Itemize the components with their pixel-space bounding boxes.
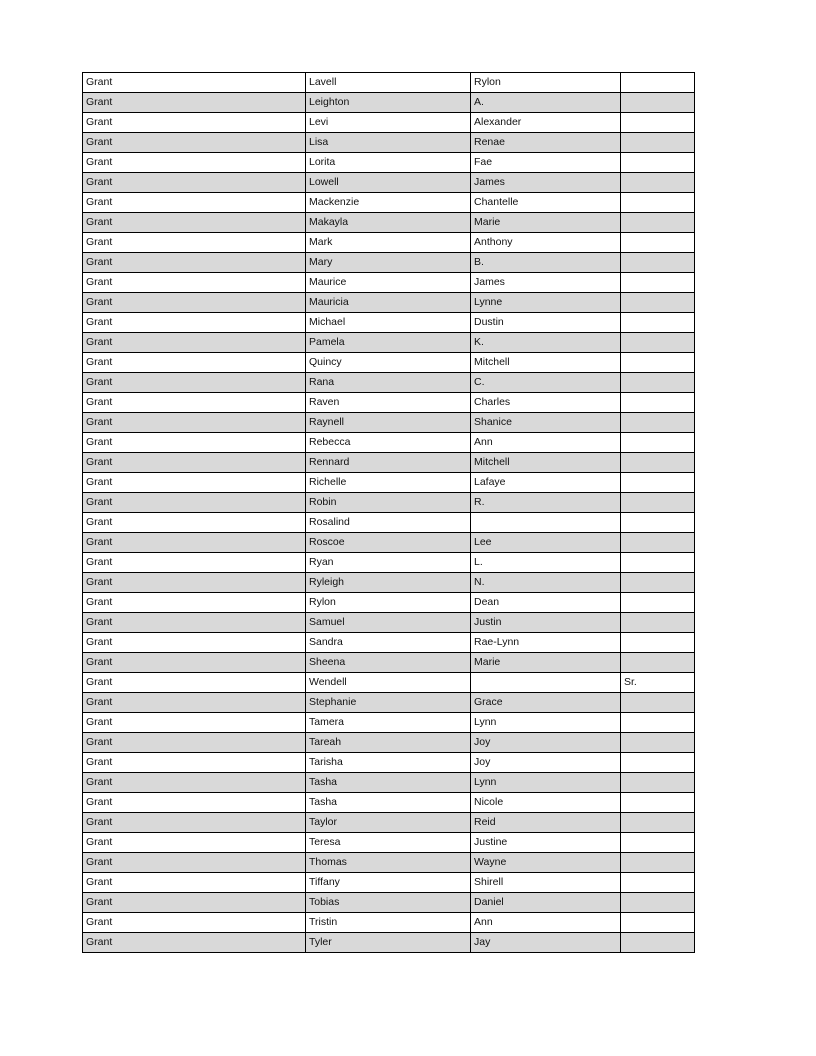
middle-name-cell: Justine (471, 833, 621, 853)
first-name-cell: Leighton (306, 93, 471, 113)
table-row (83, 173, 695, 193)
first-name-cell: Taylor (306, 813, 471, 833)
middle-name-cell: Lynne (471, 293, 621, 313)
suffix-cell (621, 853, 695, 873)
middle-name-cell: Joy (471, 733, 621, 753)
middle-name-cell: Marie (471, 653, 621, 673)
last-name-cell: Grant (83, 633, 306, 653)
last-name-cell: Grant (83, 333, 306, 353)
table-row (83, 493, 695, 513)
suffix-cell (621, 213, 695, 233)
table-row (83, 373, 695, 393)
last-name-cell: Grant (83, 813, 306, 833)
table-row (83, 713, 695, 733)
table-row (83, 813, 695, 833)
first-name-cell: Rylon (306, 593, 471, 613)
suffix-cell: Sr. (621, 673, 695, 693)
last-name-cell: Grant (83, 753, 306, 773)
middle-name-cell: Dean (471, 593, 621, 613)
suffix-cell (621, 573, 695, 593)
last-name-cell: Grant (83, 733, 306, 753)
suffix-cell (621, 773, 695, 793)
first-name-cell: Makayla (306, 213, 471, 233)
middle-name-cell: Lafaye (471, 473, 621, 493)
suffix-cell (621, 93, 695, 113)
first-name-cell: Tamera (306, 713, 471, 733)
table-row (83, 613, 695, 633)
table-row (83, 513, 695, 533)
last-name-cell: Grant (83, 413, 306, 433)
last-name-cell: Grant (83, 573, 306, 593)
middle-name-cell (471, 673, 621, 693)
suffix-cell (621, 253, 695, 273)
middle-name-cell: Justin (471, 613, 621, 633)
middle-name-cell: Marie (471, 213, 621, 233)
middle-name-cell: Daniel (471, 893, 621, 913)
first-name-cell: Sandra (306, 633, 471, 653)
table-row (83, 293, 695, 313)
suffix-cell (621, 933, 695, 953)
last-name-cell: Grant (83, 93, 306, 113)
suffix-cell (621, 913, 695, 933)
last-name-cell: Grant (83, 533, 306, 553)
first-name-cell: Mary (306, 253, 471, 273)
suffix-cell (621, 533, 695, 553)
middle-name-cell: Mitchell (471, 453, 621, 473)
table-row (83, 913, 695, 933)
suffix-cell (621, 293, 695, 313)
middle-name-cell: Charles (471, 393, 621, 413)
middle-name-cell: Rae-Lynn (471, 633, 621, 653)
last-name-cell: Grant (83, 393, 306, 413)
table-row (83, 553, 695, 573)
table-row (83, 193, 695, 213)
last-name-cell: Grant (83, 453, 306, 473)
suffix-cell (621, 353, 695, 373)
table-row (83, 693, 695, 713)
suffix-cell (621, 313, 695, 333)
table-row (83, 433, 695, 453)
last-name-cell: Grant (83, 153, 306, 173)
last-name-cell: Grant (83, 773, 306, 793)
suffix-cell (621, 273, 695, 293)
table-row (83, 253, 695, 273)
table-row (83, 593, 695, 613)
first-name-cell: Sheena (306, 653, 471, 673)
first-name-cell: Ryan (306, 553, 471, 573)
last-name-cell: Grant (83, 833, 306, 853)
first-name-cell: Levi (306, 113, 471, 133)
last-name-cell: Grant (83, 693, 306, 713)
first-name-cell: Tasha (306, 793, 471, 813)
last-name-cell: Grant (83, 493, 306, 513)
suffix-cell (621, 453, 695, 473)
middle-name-cell: Anthony (471, 233, 621, 253)
middle-name-cell: Nicole (471, 793, 621, 813)
first-name-cell: Roscoe (306, 533, 471, 553)
table-row (83, 313, 695, 333)
table-row (83, 733, 695, 753)
first-name-cell: Wendell (306, 673, 471, 693)
suffix-cell (621, 553, 695, 573)
first-name-cell: Tristin (306, 913, 471, 933)
last-name-cell: Grant (83, 673, 306, 693)
last-name-cell: Grant (83, 233, 306, 253)
first-name-cell: Stephanie (306, 693, 471, 713)
middle-name-cell: James (471, 273, 621, 293)
suffix-cell (621, 73, 695, 93)
last-name-cell: Grant (83, 913, 306, 933)
table-row (83, 893, 695, 913)
table-row (83, 653, 695, 673)
table-row (83, 673, 695, 693)
last-name-cell: Grant (83, 273, 306, 293)
middle-name-cell: Renae (471, 133, 621, 153)
last-name-cell: Grant (83, 653, 306, 673)
middle-name-cell: Joy (471, 753, 621, 773)
first-name-cell: Teresa (306, 833, 471, 853)
middle-name-cell: Mitchell (471, 353, 621, 373)
first-name-cell: Ryleigh (306, 573, 471, 593)
middle-name-cell: Shanice (471, 413, 621, 433)
table-row (83, 393, 695, 413)
last-name-cell: Grant (83, 713, 306, 733)
middle-name-cell: James (471, 173, 621, 193)
first-name-cell: Pamela (306, 333, 471, 353)
suffix-cell (621, 413, 695, 433)
name-list-table (82, 72, 695, 953)
first-name-cell: Raven (306, 393, 471, 413)
first-name-cell: Robin (306, 493, 471, 513)
table-row (83, 473, 695, 493)
first-name-cell: Thomas (306, 853, 471, 873)
suffix-cell (621, 393, 695, 413)
last-name-cell: Grant (83, 193, 306, 213)
last-name-cell: Grant (83, 373, 306, 393)
table-row (83, 873, 695, 893)
middle-name-cell: A. (471, 93, 621, 113)
middle-name-cell: K. (471, 333, 621, 353)
suffix-cell (621, 333, 695, 353)
table-row (83, 93, 695, 113)
last-name-cell: Grant (83, 853, 306, 873)
suffix-cell (621, 793, 695, 813)
suffix-cell (621, 433, 695, 453)
middle-name-cell: L. (471, 553, 621, 573)
middle-name-cell: Fae (471, 153, 621, 173)
last-name-cell: Grant (83, 553, 306, 573)
table-row (83, 533, 695, 553)
first-name-cell: Lowell (306, 173, 471, 193)
suffix-cell (621, 693, 695, 713)
suffix-cell (621, 873, 695, 893)
last-name-cell: Grant (83, 113, 306, 133)
suffix-cell (621, 193, 695, 213)
first-name-cell: Mauricia (306, 293, 471, 313)
suffix-cell (621, 733, 695, 753)
middle-name-cell: N. (471, 573, 621, 593)
last-name-cell: Grant (83, 353, 306, 373)
table-row (83, 353, 695, 373)
suffix-cell (621, 633, 695, 653)
table-row (83, 853, 695, 873)
last-name-cell: Grant (83, 873, 306, 893)
last-name-cell: Grant (83, 213, 306, 233)
first-name-cell: Lavell (306, 73, 471, 93)
suffix-cell (621, 713, 695, 733)
first-name-cell: Tiffany (306, 873, 471, 893)
last-name-cell: Grant (83, 933, 306, 953)
table-row (83, 753, 695, 773)
suffix-cell (621, 153, 695, 173)
middle-name-cell: Shirell (471, 873, 621, 893)
last-name-cell: Grant (83, 313, 306, 333)
suffix-cell (621, 613, 695, 633)
table-row (83, 73, 695, 93)
table-row (83, 633, 695, 653)
first-name-cell: Rennard (306, 453, 471, 473)
first-name-cell: Maurice (306, 273, 471, 293)
last-name-cell: Grant (83, 433, 306, 453)
first-name-cell: Rosalind (306, 513, 471, 533)
table-row (83, 273, 695, 293)
first-name-cell: Richelle (306, 473, 471, 493)
suffix-cell (621, 893, 695, 913)
middle-name-cell: Lynn (471, 773, 621, 793)
last-name-cell: Grant (83, 133, 306, 153)
table-row (83, 933, 695, 953)
middle-name-cell (471, 513, 621, 533)
middle-name-cell: Reid (471, 813, 621, 833)
last-name-cell: Grant (83, 473, 306, 493)
suffix-cell (621, 373, 695, 393)
name-list-body (83, 73, 695, 953)
middle-name-cell: Ann (471, 433, 621, 453)
suffix-cell (621, 173, 695, 193)
middle-name-cell: Lee (471, 533, 621, 553)
middle-name-cell: Dustin (471, 313, 621, 333)
suffix-cell (621, 833, 695, 853)
table-row (83, 833, 695, 853)
first-name-cell: Tareah (306, 733, 471, 753)
table-row (83, 453, 695, 473)
middle-name-cell: Chantelle (471, 193, 621, 213)
middle-name-cell: Alexander (471, 113, 621, 133)
last-name-cell: Grant (83, 593, 306, 613)
table-row (83, 133, 695, 153)
last-name-cell: Grant (83, 793, 306, 813)
middle-name-cell: Wayne (471, 853, 621, 873)
first-name-cell: Mark (306, 233, 471, 253)
last-name-cell: Grant (83, 293, 306, 313)
suffix-cell (621, 753, 695, 773)
table-row (83, 793, 695, 813)
first-name-cell: Lorita (306, 153, 471, 173)
table-row (83, 113, 695, 133)
table-row (83, 413, 695, 433)
first-name-cell: Mackenzie (306, 193, 471, 213)
middle-name-cell: C. (471, 373, 621, 393)
last-name-cell: Grant (83, 253, 306, 273)
middle-name-cell: Grace (471, 693, 621, 713)
middle-name-cell: Rylon (471, 73, 621, 93)
first-name-cell: Tarisha (306, 753, 471, 773)
table-row (83, 773, 695, 793)
middle-name-cell: B. (471, 253, 621, 273)
suffix-cell (621, 593, 695, 613)
suffix-cell (621, 113, 695, 133)
table-row (83, 573, 695, 593)
table-row (83, 233, 695, 253)
middle-name-cell: Ann (471, 913, 621, 933)
table-row (83, 213, 695, 233)
first-name-cell: Quincy (306, 353, 471, 373)
suffix-cell (621, 493, 695, 513)
suffix-cell (621, 513, 695, 533)
first-name-cell: Michael (306, 313, 471, 333)
last-name-cell: Grant (83, 513, 306, 533)
first-name-cell: Tobias (306, 893, 471, 913)
suffix-cell (621, 233, 695, 253)
suffix-cell (621, 653, 695, 673)
middle-name-cell: R. (471, 493, 621, 513)
last-name-cell: Grant (83, 73, 306, 93)
first-name-cell: Rebecca (306, 433, 471, 453)
last-name-cell: Grant (83, 893, 306, 913)
table-row (83, 153, 695, 173)
suffix-cell (621, 133, 695, 153)
table-row (83, 333, 695, 353)
first-name-cell: Tyler (306, 933, 471, 953)
first-name-cell: Tasha (306, 773, 471, 793)
middle-name-cell: Lynn (471, 713, 621, 733)
first-name-cell: Samuel (306, 613, 471, 633)
suffix-cell (621, 813, 695, 833)
first-name-cell: Rana (306, 373, 471, 393)
last-name-cell: Grant (83, 613, 306, 633)
last-name-cell: Grant (83, 173, 306, 193)
middle-name-cell: Jay (471, 933, 621, 953)
first-name-cell: Lisa (306, 133, 471, 153)
first-name-cell: Raynell (306, 413, 471, 433)
suffix-cell (621, 473, 695, 493)
